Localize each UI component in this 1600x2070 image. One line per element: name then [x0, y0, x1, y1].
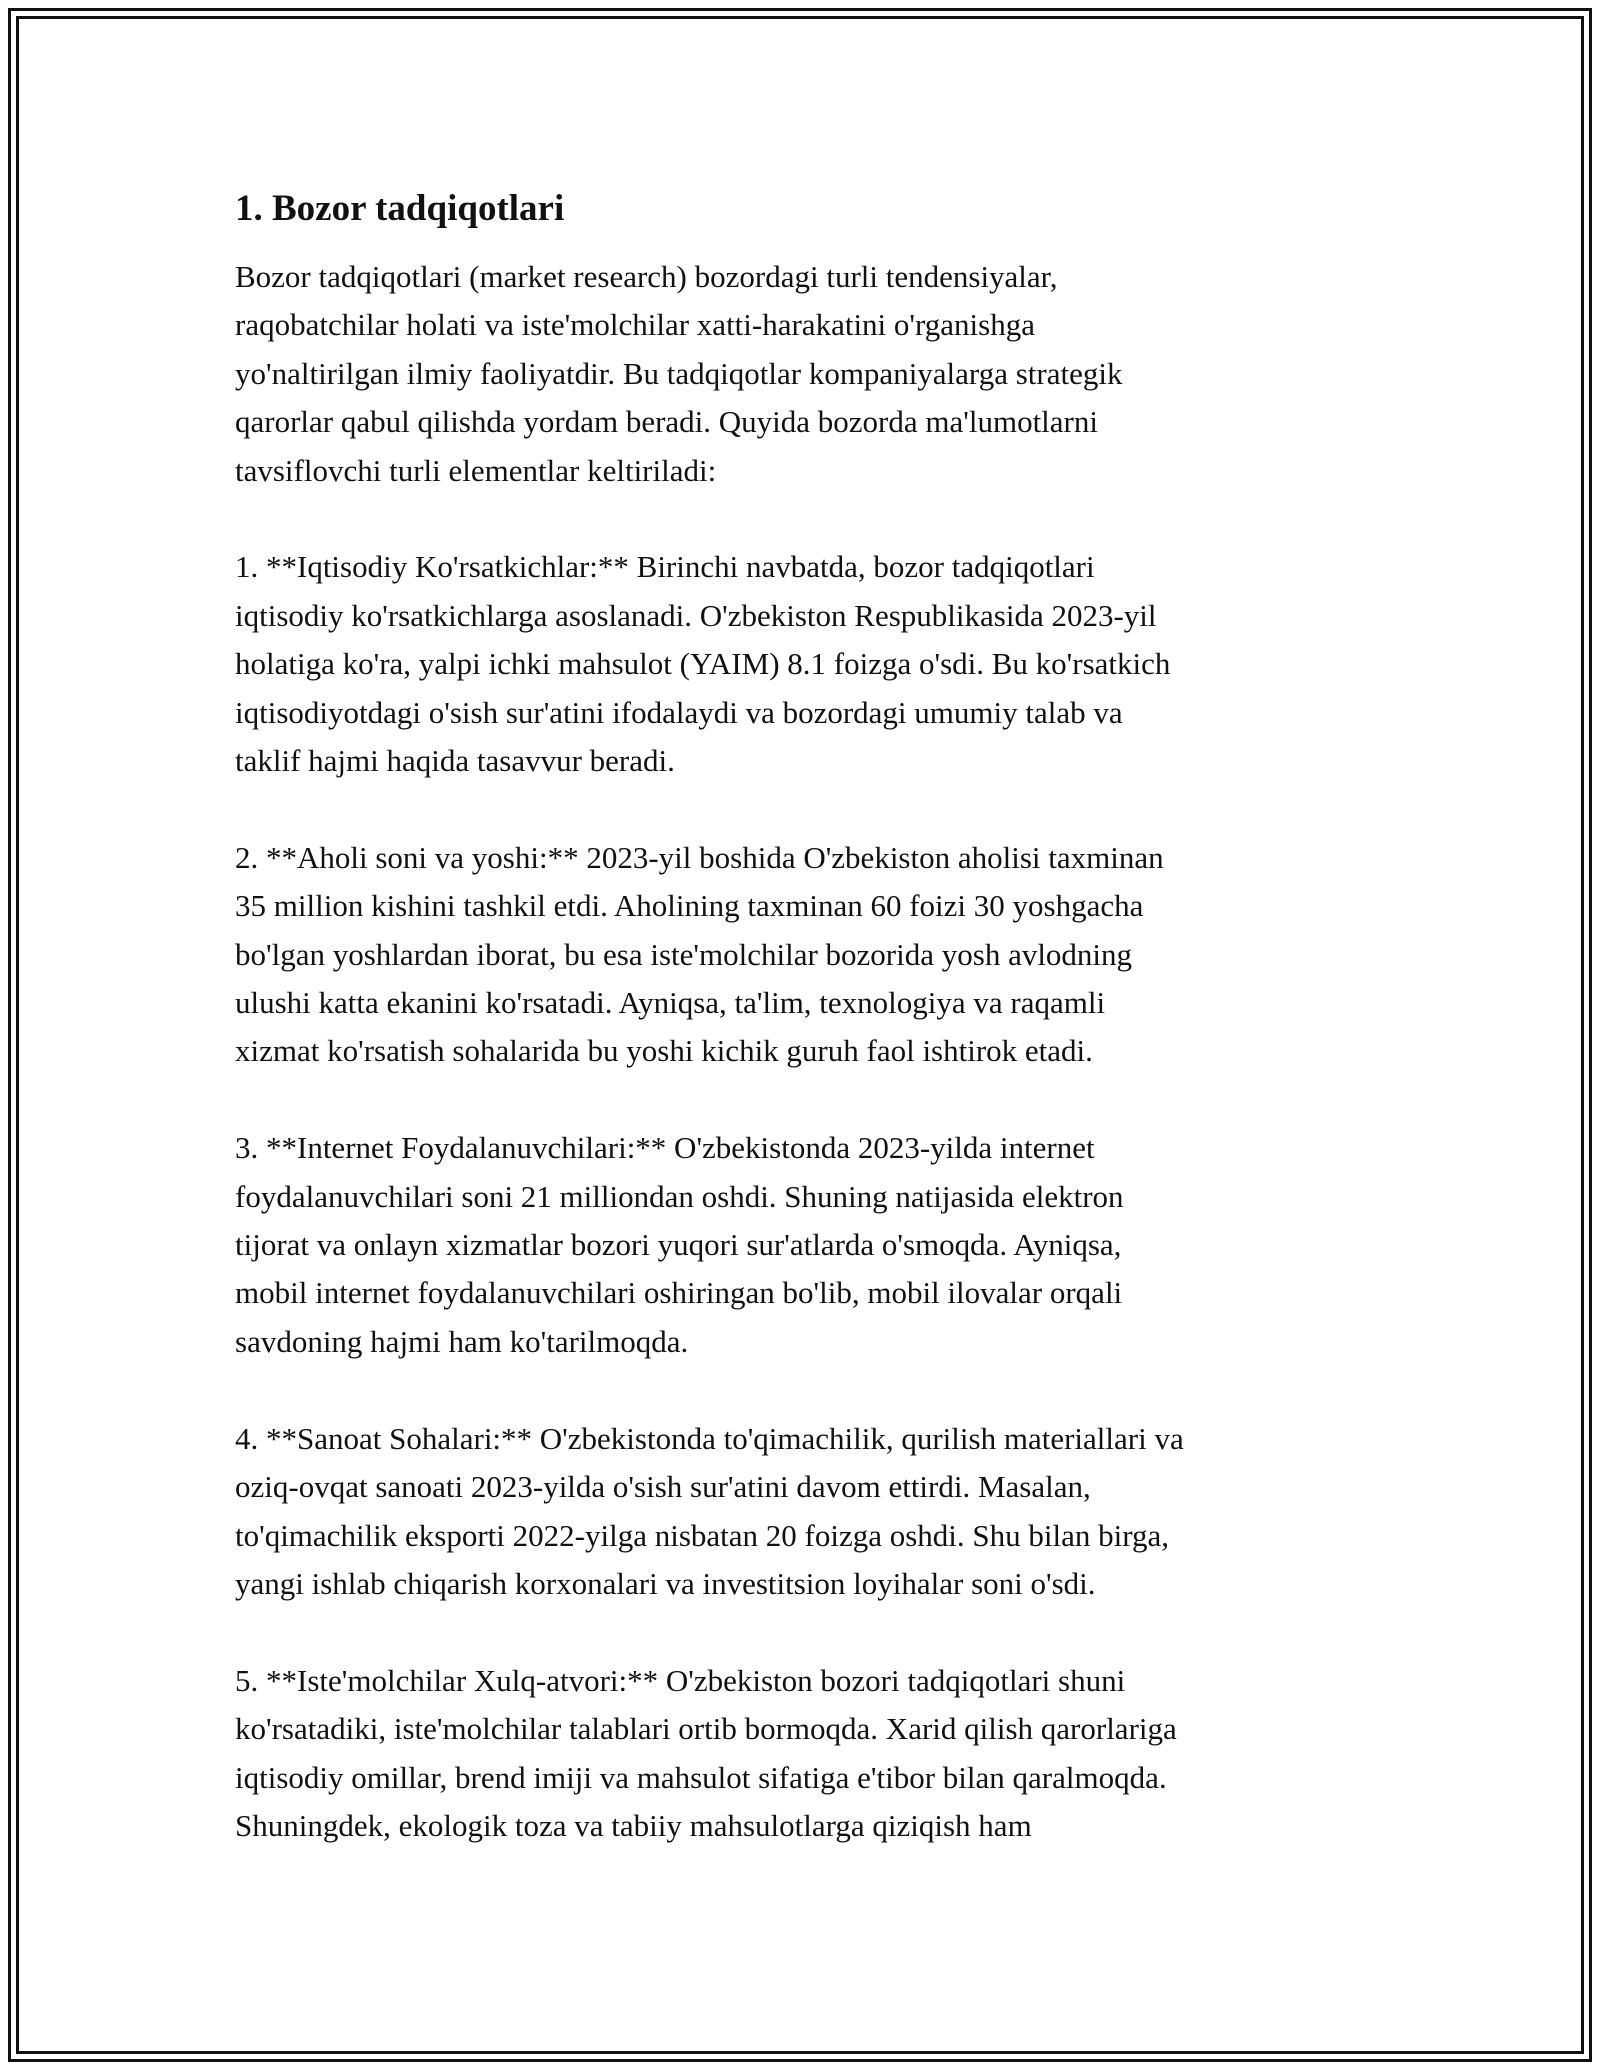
- text-line: raqobatchilar holati va iste'molchilar xatti-harakatini o'rganishga: [235, 307, 1035, 343]
- text-line: ulushi katta ekanini ko'rsatadi. Ayniqsa, ta'lim, texnologiya va raqamli: [235, 985, 1106, 1021]
- text-line: iqtisodiyotdagi o'sish sur'atini ifodalaydi va bozordagi umumiy talab va: [235, 694, 1123, 730]
- text-line: Shuningdek, ekologik toza va tabiiy mahsulotlarga qiziqish ham: [235, 1807, 1032, 1843]
- text-line: ko'rsatadiki, iste'molchilar talablari ortib bormoqda. Xarid qilish qarorlariga: [235, 1711, 1177, 1747]
- text-line: savdoning hajmi ham ko'tarilmoqda.: [235, 1323, 689, 1359]
- text-line: 2. **Aholi soni va yoshi:** 2023-yil boshida O'zbekiston aholisi taxminan: [235, 839, 1164, 875]
- list-item-paragraph: [235, 1415, 1375, 1609]
- text-line: oziq-ovqat sanoati 2023-yilda o'sish sur'atini davom ettirdi. Masalan,: [235, 1469, 1091, 1505]
- text-line: 4. **Sanoat Sohalari:** O'zbekistonda to'qimachilik, qurilish materiallari va: [235, 1420, 1184, 1456]
- document-body: [235, 185, 1375, 1899]
- text-line: to'qimachilik eksporti 2022-yilga nisbatan 20 foizga oshdi. Shu bilan birga,: [235, 1517, 1170, 1553]
- text-line: qarorlar qabul qilishda yordam beradi. Quyida bozorda ma'lumotlarni: [235, 404, 1098, 440]
- text-line: iqtisodiy ko'rsatkichlarga asoslanadi. O'zbekiston Respublikasida 2023-yil: [235, 597, 1157, 633]
- text-line: tijorat va onlayn xizmatlar bozori yuqori sur'atlarda o'smoqda. Ayniqsa,: [235, 1227, 1122, 1263]
- text-line: 3. **Internet Foydalanuvchilari:** O'zbekistonda 2023-yilda internet: [235, 1130, 1095, 1166]
- text-line: 1. **Iqtisodiy Ko'rsatkichlar:** Birinchi navbatda, bozor tadqiqotlari: [235, 549, 1095, 585]
- text-line: Bozor tadqiqotlari (market research) bozordagi turli tendensiyalar,: [235, 259, 1058, 294]
- list-item-paragraph: [235, 1657, 1375, 1851]
- text-line: yangi ishlab chiqarish korxonalari va investitsion loyihalar soni o'sdi.: [235, 1565, 1096, 1601]
- text-line: mobil internet foydalanuvchilari oshiringan bo'lib, mobil ilovalar orqali: [235, 1275, 1123, 1311]
- text-line: 5. **Iste'molchilar Xulq-atvori:** O'zbekiston bozori tadqiqotlari shuni: [235, 1662, 1126, 1698]
- text-line: foydalanuvchilari soni 21 milliondan oshdi. Shuning natijasida elektron: [235, 1178, 1124, 1214]
- text-line: tavsiflovchi turli elementlar keltiriladi:: [235, 452, 717, 488]
- text-line: holatiga ko'ra, yalpi ichki mahsulot (YAIM) 8.1 foizga o'sdi. Bu ko'rsatkich: [235, 646, 1171, 682]
- text-line: 35 million kishini tashkil etdi. Aholining taxminan 60 foizi 30 yoshgacha: [235, 888, 1144, 924]
- text-line: xizmat ko'rsatish sohalarida bu yoshi kichik guruh faol ishtirok etadi.: [235, 1033, 1093, 1069]
- text-line: taklif hajmi haqida tasavvur beradi.: [235, 743, 675, 779]
- intro-paragraph: [235, 253, 1375, 495]
- list-item-paragraph: [235, 834, 1375, 1076]
- text-line: bo'lgan yoshlardan iborat, bu esa iste'molchilar bozorida yosh avlodning: [235, 936, 1133, 972]
- text-line: iqtisodiy omillar, brend imiji va mahsulot sifatiga e'tibor bilan qaralmoqda.: [235, 1759, 1167, 1795]
- list-item-paragraph: [235, 543, 1375, 785]
- text-line: yo'naltirilgan ilmiy faoliyatdir. Bu tadqiqotlar kompaniyalarga strategik: [235, 355, 1123, 391]
- section-heading: 1. Bozor tadqiqotlari: [235, 188, 565, 229]
- list-item-paragraph: [235, 1124, 1375, 1366]
